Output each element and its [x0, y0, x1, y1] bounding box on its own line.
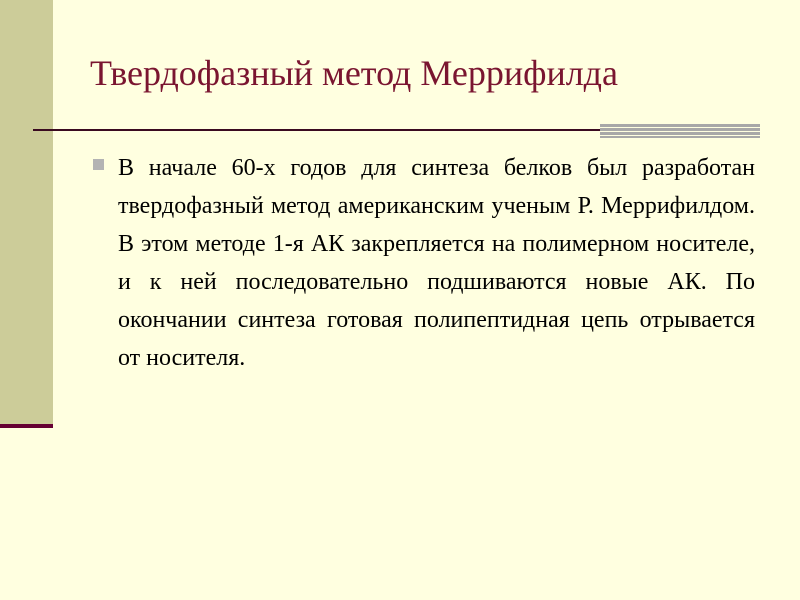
slide-title: Твердофазный метод Меррифилда: [90, 53, 618, 93]
left-decorative-bar: [0, 0, 53, 424]
bullet-paragraph: В начале 60-х годов для синтеза белков был разработан твердофазный метод американским ученым Р. Меррифилдом. В этом методе 1-я АК закрепляется на полимерном носителе, и к ней последовательно подшиваются новые АК. По окончании синтеза готовая полипептидная цепь отрывается от носителя.: [118, 155, 755, 371]
title-divider: [33, 129, 600, 131]
title-divider-accent: [600, 124, 760, 138]
square-bullet-icon: [93, 159, 104, 170]
left-bar-rule: [0, 424, 53, 428]
